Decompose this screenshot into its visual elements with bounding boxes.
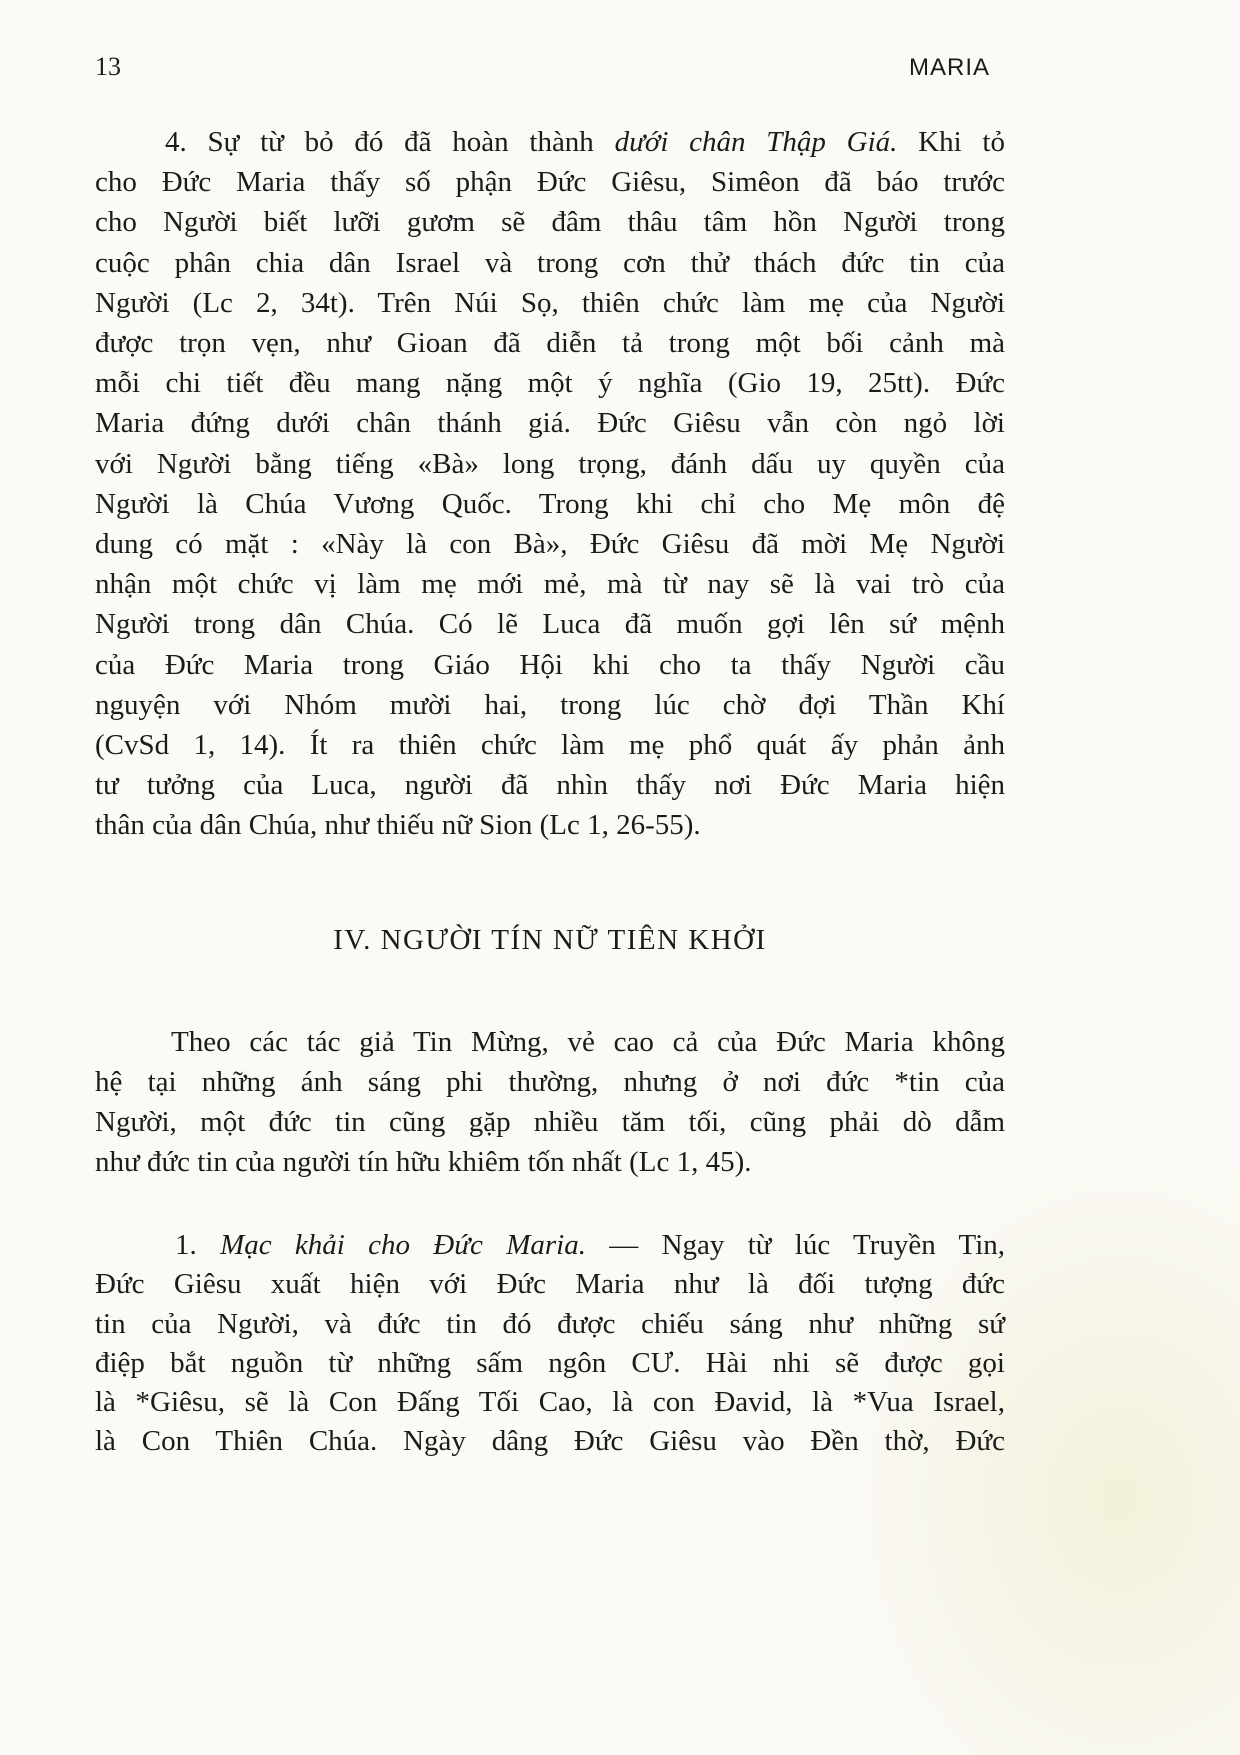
text-line: Người trong dân Chúa. Có lẽ Luca đã muốn gợi lên sứ mệnh [95, 608, 1005, 641]
text-line: với Người bằng tiếng «Bà» long trọng, đánh dấu uy quyền của [95, 447, 1005, 480]
text-line: nguyện với Nhóm mười hai, trong lúc chờ đợi Thần Khí [95, 688, 1005, 721]
paragraph-subsection-1 [95, 1226, 1005, 1462]
section-heading: IV. NGƯỜI TÍN NỮ TIÊN KHỞI [333, 924, 767, 956]
emphasis-text: Mạc khải cho Đức Maria. [220, 1229, 586, 1261]
text-line: như đức tin của người tín hữu khiêm tốn nhất (Lc 1, 45). [95, 1146, 752, 1178]
text-line: cho Đức Maria thấy số phận Đức Giêsu, Simêon đã báo trước [95, 166, 1005, 199]
text-line: (CvSd 1, 14). Ít ra thiên chức làm mẹ phổ quát ấy phản ảnh [95, 729, 1005, 762]
text-line: cho Người biết lưỡi gươm sẽ đâm thâu tâm hồn Người trong [95, 206, 1005, 239]
text-line: Người, một đức tin cũng gặp nhiều tăm tối, cũng phải dò dẫm [95, 1106, 1005, 1138]
paragraph-number: 1. [175, 1229, 221, 1261]
text-line: điệp bắt nguồn từ những sấm ngôn CƯ. Hài nhi sẽ được gọi [95, 1346, 1005, 1379]
text-line: tin của Người, và đức tin đó được chiếu sáng như những sứ [95, 1307, 1005, 1340]
text-line: Theo các tác giả Tin Mừng, vẻ cao cả của Đức Maria không [171, 1026, 1005, 1058]
running-title: MARIA [908, 54, 990, 81]
text-line: là *Giêsu, sẽ là Con Đấng Tối Cao, là con Đavid, là *Vua Israel, [95, 1386, 1005, 1419]
text-line: Người là Chúa Vương Quốc. Trong khi chỉ cho Mẹ môn đệ [95, 487, 1005, 520]
text-line: Người (Lc 2, 34t). Trên Núi Sọ, thiên chức làm mẹ của Người [95, 286, 1005, 319]
text-line: Maria đứng dưới chân thánh giá. Đức Giêsu vẫn còn ngỏ lời [95, 407, 1005, 440]
text-line: dung có mặt : «Này là con Bà», Đức Giêsu đã mời Mẹ Người [95, 528, 1005, 561]
paragraph-intro [95, 1022, 1005, 1182]
paragraph-section-4 [95, 122, 1005, 846]
text-line: được trọn vẹn, như Gioan đã diễn tả trong một bối cảnh mà [95, 327, 1005, 360]
paragraph-lead-tail: Khi tỏ [897, 126, 1005, 158]
text-line: cuộc phân chia dân Israel và trong cơn thử thách đức tin của [95, 246, 1005, 279]
text-line: tư tưởng của Luca, người đã nhìn thấy nơi Đức Maria hiện [95, 769, 1005, 802]
text-line: nhận một chức vị làm mẹ mới mẻ, mà từ nay sẽ là vai trò của [95, 568, 1005, 601]
paragraph-lead: 4. Sự từ bỏ đó đã hoàn thành [165, 126, 615, 158]
text-line: của Đức Maria trong Giáo Hội khi cho ta thấy Người cầu [95, 648, 1005, 681]
page-header [95, 50, 995, 90]
text-line: hệ tại những ánh sáng phi thường, nhưng ở nơi đức *tin của [95, 1066, 1005, 1098]
text-line [175, 1226, 1005, 1265]
text-line: thân của dân Chúa, như thiếu nữ Sion (Lc 1, 26-55). [95, 809, 701, 842]
text-line: mỗi chi tiết đều mang nặng một ý nghĩa (Gio 19, 25tt). Đức [95, 367, 1005, 400]
text-line: là Con Thiên Chúa. Ngày dâng Đức Giêsu vào Đền thờ, Đức [95, 1425, 1005, 1458]
text-line [165, 122, 1005, 162]
page-number: 13 [95, 52, 121, 81]
paragraph-lead-tail: — Ngay từ lúc Truyền Tin, [585, 1229, 1005, 1261]
text-line: Đức Giêsu xuất hiện với Đức Maria như là đối tượng đức [95, 1268, 1005, 1301]
emphasis-text: dưới chân Thập Giá. [614, 126, 898, 158]
